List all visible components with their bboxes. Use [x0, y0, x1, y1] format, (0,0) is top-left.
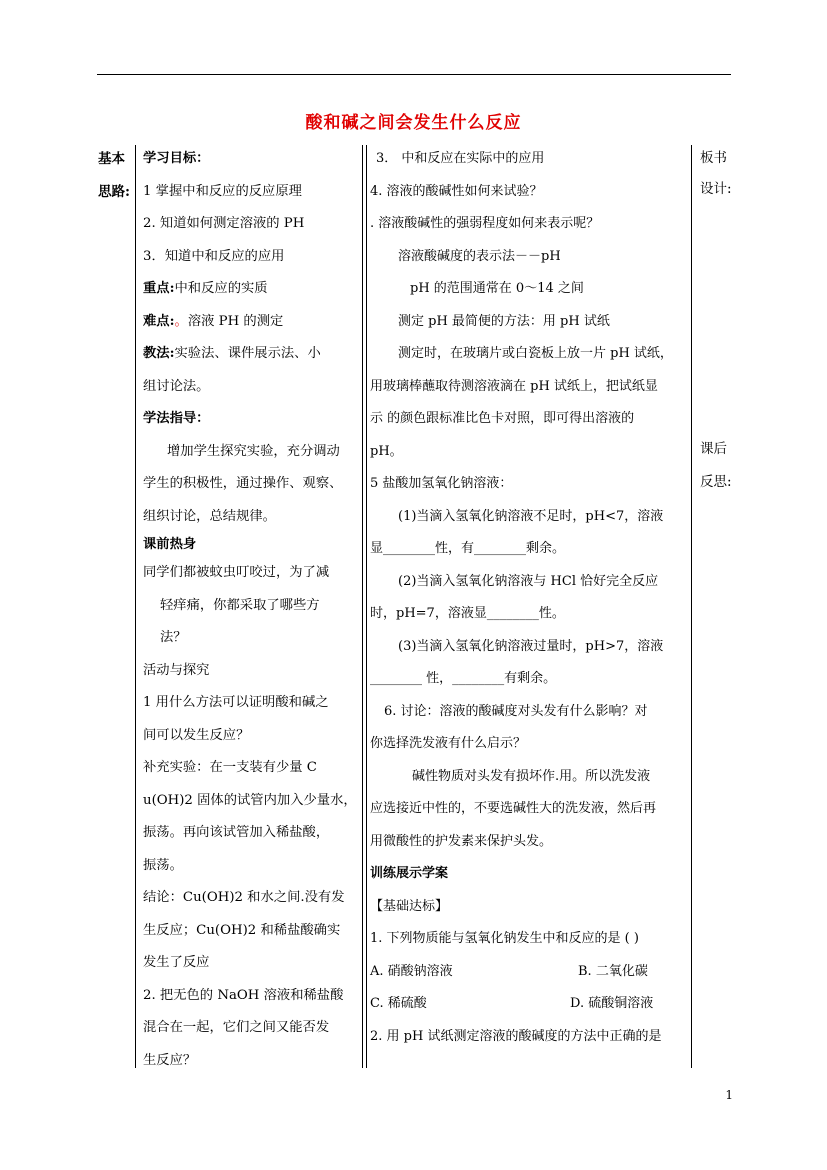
board-design: 板书 设计: — [700, 150, 732, 197]
teaching-method: 教法:实验法、课件展示法、小 — [143, 346, 321, 361]
activity-heading: 活动与探究 — [143, 662, 210, 678]
study-heading: 学法指导： — [143, 411, 210, 426]
table-divider — [691, 145, 692, 1068]
table-divider — [366, 145, 367, 1068]
table-divider — [362, 145, 363, 1068]
training-heading: 训练展示学案 — [370, 866, 449, 881]
table-divider — [135, 145, 136, 1068]
after-class-reflection: 课后 反思: — [700, 441, 732, 490]
question: 1. 下列物质能与氢氧化钠发生中和反应的是 ( ) — [370, 931, 639, 946]
page-title: 酸和碱之间会发生什么反应 — [305, 113, 522, 133]
goal-item: 2. 知道如何测定溶液的 PH — [143, 216, 305, 231]
difficult-point: 难点:。溶液 PH 的测定 — [143, 313, 284, 329]
header-rule — [97, 74, 731, 75]
question: 2. 用 pH 试纸测定溶液的酸碱度的方法中正确的是 — [370, 1028, 662, 1044]
options-row: A. 硝酸钠溶液 B. 二氧化碳 — [370, 963, 648, 979]
objectives-column: 学习目标： 1 掌握中和反应的反应原理 2. 知道如何测定溶液的 PH 3．知道中和反应的应用 重点:中和反应的实质 难点:。溶液 PH 的测定 教法:实验法、课件展示法、小 组讨论法。 学法指导： 增加学生探究实验，充分调动 学生的积极性，通过操作、观察、 组织讨论，总结规律。 课前热身 同学们都被蚊虫叮咬过，为了减 轻痒痛，你都采取了哪些方 法？ 活动与探究 1 用什么方法可以证明酸和碱之 间可以发生反应？ 补充实验：在一支装有少量 C u(OH)2 固体的试管内加入少量水， 振荡。再向该试管加入稀盐酸， 振荡。 结论：Cu(OH)2 和水之间.没有发 生反应；Cu(OH)2 和稀盐酸确实 发生了反应 2. 把无色的 NaOH 溶液和稀盐酸 混合在一起，它们之间又能否发 生反应？ — [143, 143, 359, 1077]
goals-heading: 学习目标： — [143, 151, 210, 166]
goal-item: 1 掌握中和反应的反应原理 — [143, 183, 302, 199]
goal-item: 3．知道中和反应的应用 — [143, 248, 285, 264]
options-row: C. 稀硫酸 D. 硫酸铜溶液 — [370, 996, 654, 1011]
key-point: 重点:中和反应的实质 — [143, 281, 268, 296]
page-number: 1 — [725, 1088, 733, 1102]
left-label: 基本 思路: — [98, 151, 130, 200]
basic-target-heading: 【基础达标】 — [370, 898, 449, 914]
content-column: 3． 中和反应在实际中的应用 4. 溶液的酸碱性如何来试验？ . 溶液酸碱性的强弱程度如何来表示呢？ 溶液酸碱度的表示法－－pH pH 的范围通常在 0～14 之间 测定 pH 最简便的方法：用 pH 试纸 测定时，在玻璃片或白瓷板上放一片 pH 试纸， 用玻璃棒蘸取待测溶液滴在 pH 试纸上，把试纸显 示 的颜色跟标准比色卡对照，即可得出溶液的 pH。 5 盐酸加氢氧化钠溶液： (1)当滴入氢氧化钠溶液不足时，pH<7，溶液 显________性，有________剩余。 (2)当滴入氢氧化钠溶液与 HCl 恰好完全反应 时，pH=7，溶液显________性。 (3)当滴入氢氧化钠溶液过量时，pH>7，溶液 ________ 性，________有剩余。 6. 讨论：溶液的酸碱度对头发有什么影响？对 你选择洗发液有什么启示？ 碱性物质对头发有损坏作.用。所以洗发液 应选接近中性的，不要选碱性大的洗发液，然后再 用微酸性的护发素来保护头发。 训练展示学案 【基础达标】 1. 下列物质能与氢氧化钠发生中和反应的是 ( ) A. 硝酸钠溶液 B. 二氧化碳 C. 稀硫酸 D. 硫酸铜溶液 2. 用 pH 试纸测定溶液的酸碱度的方法中正确的是 — [370, 143, 690, 1053]
warmup-heading: 课前热身 — [143, 537, 197, 552]
